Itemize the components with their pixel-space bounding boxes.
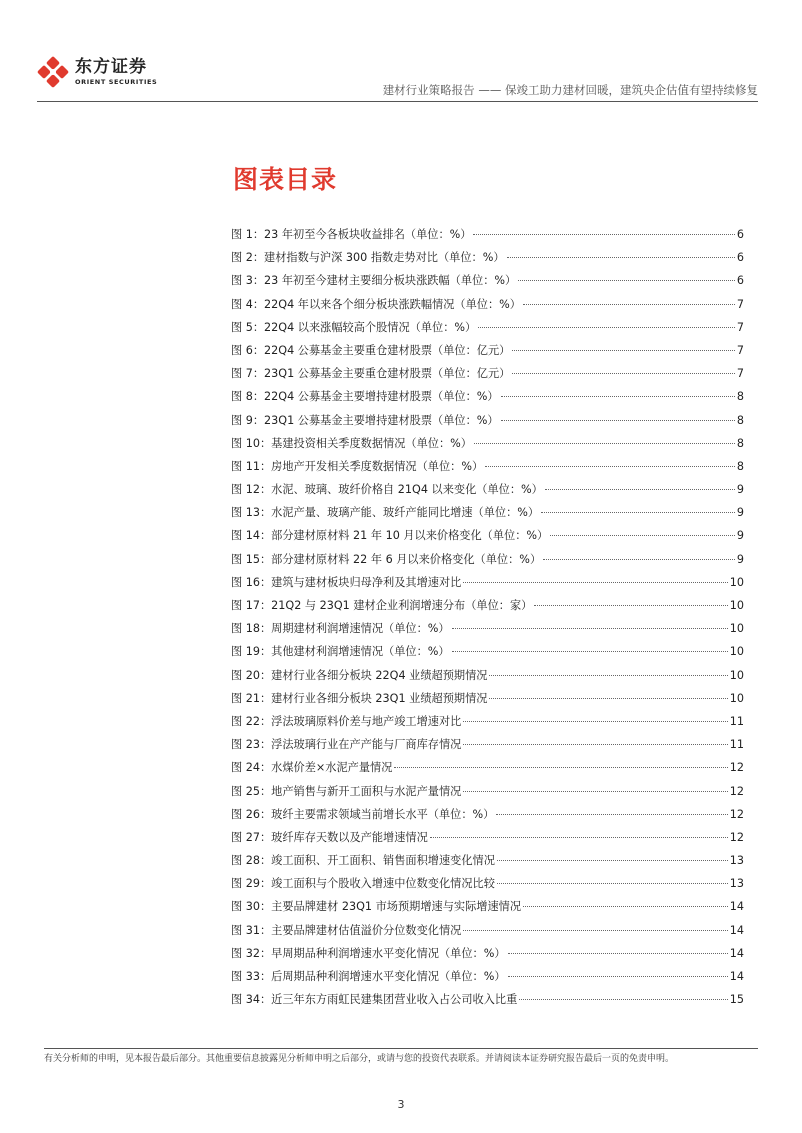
- toc-entry-label: 图 22：浮法玻璃原料价差与地产竣工增速对比: [231, 714, 462, 728]
- toc-entry[interactable]: [231, 898, 744, 921]
- toc-dot-leader: [489, 675, 727, 676]
- toc-entry[interactable]: [231, 945, 744, 968]
- page-number: 3: [397, 1098, 405, 1111]
- toc-entry-label: 图 21：建材行业各细分板块 23Q1 业绩超预期情况: [231, 691, 488, 705]
- toc-entry-label: 图 9：23Q1 公募基金主要增持建材股票（单位：%）: [231, 413, 499, 427]
- toc-entry-label: 图 30：主要品牌建材 23Q1 市场预期增速与实际增速情况: [231, 900, 522, 914]
- toc-dot-leader: [523, 906, 728, 907]
- toc-entry[interactable]: [231, 806, 744, 829]
- toc-dot-leader: [508, 953, 728, 954]
- toc-entry-page: 11: [729, 738, 744, 752]
- toc-entry[interactable]: [231, 759, 744, 782]
- toc-entry-label: 图 10：基建投资相关季度数据情况（单位：%）: [231, 436, 472, 450]
- header-divider: [37, 101, 758, 102]
- toc-entry-page: 8: [736, 413, 744, 427]
- toc-entry-label: 图 12：水泥、玻璃、玻纤价格自 21Q4 以来变化（单位：%）: [231, 483, 543, 497]
- toc-entry[interactable]: [231, 527, 744, 550]
- toc-entry-label: 图 20：建材行业各细分板块 22Q4 业绩超预期情况: [231, 668, 488, 682]
- toc-entry[interactable]: [231, 597, 744, 620]
- toc-dot-leader: [463, 721, 727, 722]
- toc-entry[interactable]: [231, 412, 744, 435]
- toc-entry[interactable]: [231, 783, 744, 806]
- toc-entry[interactable]: [231, 226, 744, 249]
- toc-dot-leader: [550, 535, 735, 536]
- toc-entry[interactable]: [231, 296, 744, 319]
- toc-entry-label: 图 23：浮法玻璃行业在产产能与厂商库存情况: [231, 738, 462, 752]
- toc-entry[interactable]: [231, 481, 744, 504]
- toc-dot-leader: [452, 628, 728, 629]
- logo-name-en: ORIENT SECURITIES: [75, 78, 158, 86]
- toc-entry-label: 图 1：23 年初至今各板块收益排名（单位：%）: [231, 228, 472, 241]
- toc-entry-page: 10: [729, 645, 744, 659]
- toc-entry[interactable]: [231, 249, 744, 272]
- toc-entry-page: 14: [729, 923, 744, 937]
- toc-entry[interactable]: [231, 388, 744, 411]
- toc-entry-page: 8: [736, 459, 744, 473]
- toc-entry[interactable]: [231, 643, 744, 666]
- toc-entry-label: 图 7：23Q1 公募基金主要重仓建材股票（单位：亿元）: [231, 367, 511, 381]
- toc-dot-leader: [497, 883, 728, 884]
- toc-entry-page: 14: [729, 900, 744, 914]
- toc-entry-label: 图 15：部分建材原材料 22 年 6 月以来价格变化（单位：%）: [231, 552, 542, 566]
- toc-entry[interactable]: [231, 875, 744, 898]
- toc-entry-label: 图 34：近三年东方雨虹民建集团营业收入占公司收入比重: [231, 993, 518, 1007]
- toc-dot-leader: [463, 744, 727, 745]
- toc-entry[interactable]: [231, 365, 744, 388]
- toc-entry-page: 10: [729, 691, 744, 705]
- toc-dot-leader: [463, 582, 727, 583]
- toc-dot-leader: [474, 443, 735, 444]
- toc-entry-page: 12: [729, 807, 744, 821]
- toc-entry-label: 图 28：竣工面积、开工面积、销售面积增速变化情况: [231, 854, 495, 868]
- toc-dot-leader: [478, 327, 735, 328]
- toc-dot-leader: [512, 373, 735, 374]
- company-logo: [37, 56, 157, 88]
- toc-dot-leader: [497, 860, 728, 861]
- toc-entry-label: 图 3：23 年初至今建材主要细分板块涨跌幅（单位：%）: [231, 274, 517, 288]
- toc-entry-label: 图 5：22Q4 以来涨幅较高个股情况（单位：%）: [231, 320, 477, 334]
- toc-dot-leader: [463, 791, 727, 792]
- toc-entry-label: 图 8：22Q4 公募基金主要增持建材股票（单位：%）: [231, 390, 499, 404]
- toc-dot-leader: [501, 396, 735, 397]
- toc-entry[interactable]: [231, 551, 744, 574]
- toc-dot-leader: [512, 350, 735, 351]
- orient-logo-icon: [37, 56, 69, 88]
- footer-divider: [44, 1048, 758, 1049]
- toc-entry-page: 12: [729, 784, 744, 798]
- toc-entry[interactable]: [231, 829, 744, 852]
- toc-entry[interactable]: [231, 342, 744, 365]
- toc-dot-leader: [519, 999, 727, 1000]
- toc-entry[interactable]: [231, 991, 744, 1014]
- toc-entry-label: 图 4：22Q4 年以来各个细分板块涨跌幅情况（单位：%）: [231, 297, 521, 311]
- toc-entry[interactable]: [231, 504, 744, 527]
- toc-entry-page: 14: [729, 970, 744, 983]
- toc-entry-page: 10: [729, 622, 744, 636]
- toc-dot-leader: [507, 257, 735, 258]
- report-title: 建材行业策略报告 —— 保竣工助力建材回暖，建筑央企估值有望持续修复: [382, 83, 758, 97]
- toc-entry[interactable]: [231, 690, 744, 713]
- toc-dot-leader: [485, 466, 735, 467]
- toc-dot-leader: [518, 280, 735, 281]
- toc-dot-leader: [534, 605, 727, 606]
- toc-entry-page: 6: [736, 228, 744, 241]
- toc-entry-page: 9: [736, 529, 744, 543]
- toc-entry[interactable]: [231, 435, 744, 458]
- toc-dot-leader: [463, 930, 727, 931]
- toc-entry[interactable]: [231, 713, 744, 736]
- toc-entry-page: 7: [736, 320, 744, 334]
- toc-entry-page: 9: [736, 552, 744, 566]
- toc-entry-page: 6: [736, 274, 744, 288]
- toc-dot-leader: [543, 559, 735, 560]
- toc-entry-page: 12: [729, 830, 744, 844]
- toc-entry-label: 图 27：玻纤库存天数以及产能增速情况: [231, 830, 428, 844]
- toc-entry[interactable]: [231, 458, 744, 481]
- toc-entry-label: 图 16：建筑与建材板块归母净利及其增速对比: [231, 575, 462, 589]
- toc-entry[interactable]: [231, 620, 744, 643]
- toc-entry-label: 图 29：竣工面积与个股收入增速中位数变化情况比较: [231, 877, 495, 891]
- toc-entry-label: 图 31：主要品牌建材估值溢价分位数变化情况: [231, 923, 462, 937]
- toc-entry-label: 图 33：后周期品种利润增速水平变化情况（单位：%）: [231, 970, 506, 983]
- toc-entry-label: 图 13：水泥产量、玻璃产能、玻纤产能同比增速（单位：%）: [231, 506, 540, 520]
- toc-entry-label: 图 17：21Q2 与 23Q1 建材企业利润增速分布（单位：家）: [231, 599, 533, 612]
- toc-entry-label: 图 19：其他建材利润增速情况（单位：%）: [231, 645, 450, 659]
- toc-dot-leader: [430, 837, 728, 838]
- toc-entry-page: 7: [736, 297, 744, 311]
- toc-dot-leader: [541, 512, 735, 513]
- toc-entry-page: 10: [729, 668, 744, 682]
- toc-entry-label: 图 18：周期建材利润增速情况（单位：%）: [231, 622, 450, 636]
- toc-entry[interactable]: [231, 272, 744, 295]
- toc-entry-label: 图 2：建材指数与沪深 300 指数走势对比（单位：%）: [231, 251, 505, 265]
- toc-entry-page: 6: [736, 251, 744, 265]
- toc-entry[interactable]: [231, 852, 744, 875]
- toc-entry[interactable]: [231, 574, 744, 597]
- toc-entry-page: 7: [736, 367, 744, 381]
- toc-entry[interactable]: [231, 667, 744, 690]
- toc-entry-label: 图 11：房地产开发相关季度数据情况（单位：%）: [231, 459, 484, 473]
- logo-name-cn: 东方证券: [75, 57, 147, 77]
- toc-dot-leader: [489, 698, 727, 699]
- toc-dot-leader: [473, 234, 734, 235]
- toc-entry-page: 8: [736, 390, 744, 404]
- toc-entry-label: 图 25：地产销售与新开工面积与水泥产量情况: [231, 784, 462, 798]
- toc-entry-label: 图 32：早周期品种利润增速水平变化情况（单位：%）: [231, 946, 506, 960]
- toc-dot-leader: [452, 651, 728, 652]
- toc-entry-page: 7: [736, 343, 744, 357]
- toc-entry-page: 14: [729, 946, 744, 960]
- toc-entry-page: 10: [729, 575, 744, 589]
- toc-entry-label: 图 6：22Q4 公募基金主要重仓建材股票（单位：亿元）: [231, 343, 511, 357]
- toc-entry-page: 12: [729, 761, 744, 775]
- toc-entry-label: 图 26：玻纤主要需求领域当前增长水平（单位：%）: [231, 807, 495, 821]
- toc-entry-page: 13: [729, 854, 744, 868]
- toc-entry[interactable]: [231, 736, 744, 759]
- toc-dot-leader: [501, 420, 735, 421]
- toc-entry-page: 15: [729, 993, 744, 1007]
- toc-dot-leader: [545, 489, 735, 490]
- toc-entry-page: 8: [736, 436, 744, 450]
- toc-entry-page: 9: [736, 483, 744, 497]
- toc-dot-leader: [523, 304, 735, 305]
- toc-entry-label: 图 24：水煤价差×水泥产量情况: [231, 761, 393, 775]
- footer-disclaimer: 有关分析师的申明，见本报告最后部分。其他重要信息披露见分析师申明之后部分，或请与您的投资代表联系。并请阅读本证券研究报告最后一页的免责申明。: [44, 1054, 675, 1064]
- toc-entry[interactable]: [231, 968, 744, 991]
- toc-heading: 图表目录: [233, 165, 338, 194]
- toc-entry-page: 11: [729, 714, 744, 728]
- toc-entry-page: 9: [736, 506, 744, 520]
- toc-entry[interactable]: [231, 319, 744, 342]
- toc-entry-label: 图 14：部分建材原材料 21 年 10 月以来价格变化（单位：%）: [231, 529, 549, 543]
- toc-dot-leader: [496, 814, 727, 815]
- toc-entry[interactable]: [231, 922, 744, 945]
- toc-dot-leader: [508, 976, 728, 977]
- toc-entry-page: 10: [729, 599, 744, 612]
- toc-entry-page: 13: [729, 877, 744, 891]
- toc-list: [231, 226, 744, 1014]
- toc-dot-leader: [394, 767, 727, 768]
